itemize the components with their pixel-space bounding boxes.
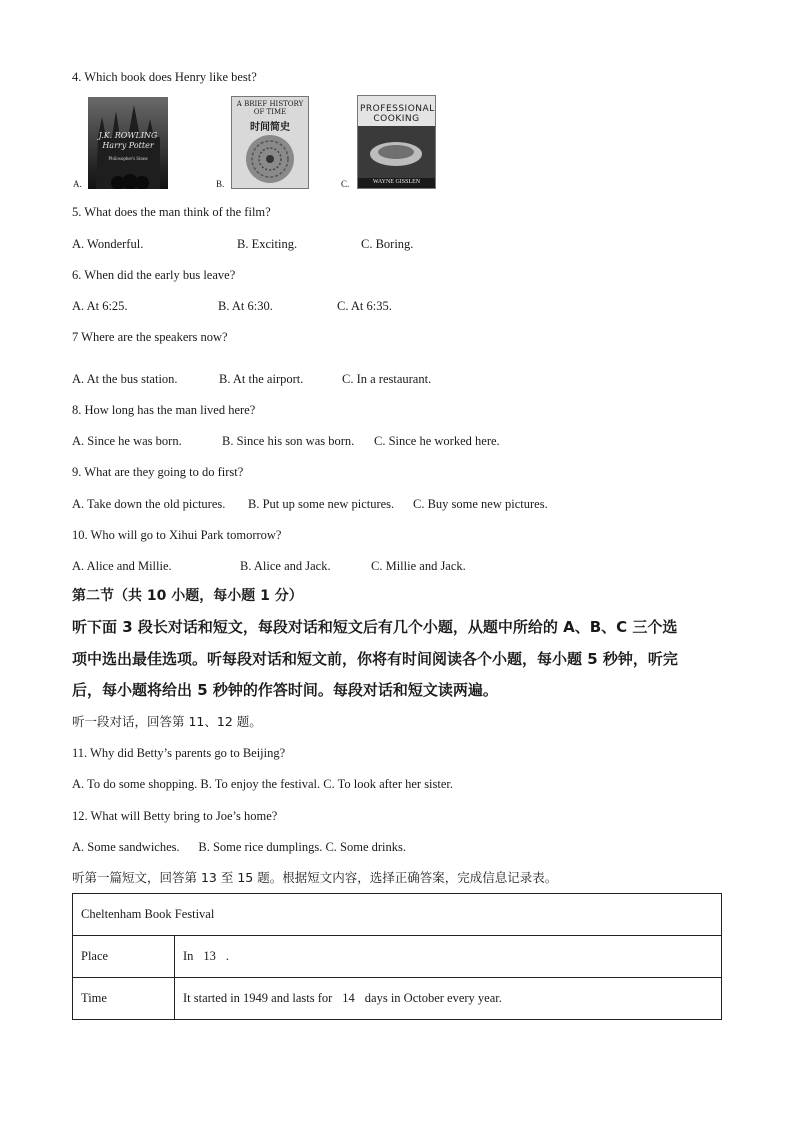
section-2-heading: 第二节（共 10 小题，每小题 1 分） <box>72 588 303 604</box>
q7-option-c[interactable]: C. In a restaurant. <box>342 372 432 386</box>
blank-14[interactable]: 14 <box>342 991 355 1005</box>
q5-option-a[interactable]: A. Wonderful. <box>72 237 144 251</box>
table-title-row <box>73 894 722 936</box>
section-2-instruction-line-2: 项中选出最佳选项。听每段对话和短文前，你将有时间阅读各个小题，每小题 5 秒钟，听完 <box>72 650 678 668</box>
q5-option-b[interactable]: B. Exciting. <box>237 237 298 251</box>
table-title: Cheltenham Book Festival <box>73 894 722 936</box>
q5-option-c[interactable]: C. Boring. <box>361 237 414 251</box>
q8-option-c[interactable]: C. Since he worked here. <box>374 434 500 448</box>
galaxy-illustration <box>232 97 308 188</box>
question-7: 7 Where are the speakers now? <box>72 330 228 344</box>
place-prefix: In <box>183 949 194 963</box>
option-c-label: C. <box>341 179 350 189</box>
dialogue-note: 听一段对话，回答第 11、12 题。 <box>72 714 262 729</box>
question-4: 4. Which book does Henry like best? <box>72 70 257 84</box>
q6-option-a[interactable]: A. At 6:25. <box>72 299 128 313</box>
question-12: 12. What will Betty bring to Joe’s home? <box>72 809 278 823</box>
q9-option-a[interactable]: A. Take down the old pictures. <box>72 497 226 511</box>
book-cover-harry-potter <box>88 97 168 189</box>
info-record-table <box>72 893 722 1020</box>
row-value-time <box>175 978 722 1020</box>
row-label-time: Time <box>73 978 175 1020</box>
cover-sub-b: 时间简史 <box>250 122 290 133</box>
table-row <box>73 936 722 978</box>
q8-option-a[interactable]: A. Since he was born. <box>72 434 182 448</box>
section-2-instruction-line-3: 后，每小题将给出 5 秒钟的作答时间。每段对话和短文读两遍。 <box>72 681 498 699</box>
cover-title-b: A BRIEF HISTORY OF TIME <box>236 100 304 116</box>
place-suffix: . <box>225 949 230 963</box>
dish-illustration <box>358 96 435 188</box>
q7-option-a[interactable]: A. At the bus station. <box>72 372 178 386</box>
q9-option-c[interactable]: C. Buy some new pictures. <box>413 497 548 511</box>
time-suffix: days in October every year. <box>364 991 502 1005</box>
q11-options[interactable]: A. To do some shopping. B. To enjoy the festival. C. To look after her sister. <box>72 777 454 791</box>
q10-option-a[interactable]: A. Alice and Millie. <box>72 559 172 573</box>
cover-title-c: PROFESSIONAL COOKING <box>360 104 435 124</box>
row-label-place: Place <box>73 936 175 978</box>
q7-option-b[interactable]: B. At the airport. <box>219 372 304 386</box>
question-11: 11. Why did Betty’s parents go to Beijing? <box>72 746 286 760</box>
book-cover-professional-cooking <box>357 95 436 189</box>
passage-note: 听第一篇短文，回答第 13 至 15 题。根据短文内容，选择正确答案，完成信息记录表。 <box>72 870 558 885</box>
cover-title-a: J.K. ROWLING Harry Potter <box>98 131 158 150</box>
question-8: 8. How long has the man lived here? <box>72 403 256 417</box>
table-row <box>73 978 722 1020</box>
q6-option-b[interactable]: B. At 6:30. <box>218 299 273 313</box>
question-6: 6. When did the early bus leave? <box>72 268 236 282</box>
book-cover-brief-history <box>231 96 309 189</box>
q9-option-b[interactable]: B. Put up some new pictures. <box>248 497 395 511</box>
q12-options[interactable]: A. Some sandwiches. B. Some rice dumplings. C. Some drinks. <box>72 840 407 854</box>
time-prefix: It started in 1949 and lasts for <box>183 991 333 1005</box>
question-9: 9. What are they going to do first? <box>72 465 244 479</box>
q8-option-b[interactable]: B. Since his son was born. <box>222 434 355 448</box>
question-5: 5. What does the man think of the film? <box>72 205 271 219</box>
section-2-instruction-line-1: 听下面 3 段长对话和短文，每段对话和短文后有几个小题，从题中所给的 A、B、C 三个选 <box>72 618 678 636</box>
q10-option-c[interactable]: C. Millie and Jack. <box>371 559 466 573</box>
row-value-place <box>175 936 722 978</box>
q10-option-b[interactable]: B. Alice and Jack. <box>240 559 331 573</box>
question-10: 10. Who will go to Xihui Park tomorrow? <box>72 528 282 542</box>
q6-option-c[interactable]: C. At 6:35. <box>337 299 392 313</box>
cover-author-c: WAYNE GISSLEN <box>372 179 421 185</box>
cover-sub-a: Philosopher's Stone <box>108 157 148 162</box>
option-a-label: A. <box>73 179 82 189</box>
option-b-label: B. <box>216 179 225 189</box>
blank-13[interactable]: 13 <box>203 949 216 963</box>
